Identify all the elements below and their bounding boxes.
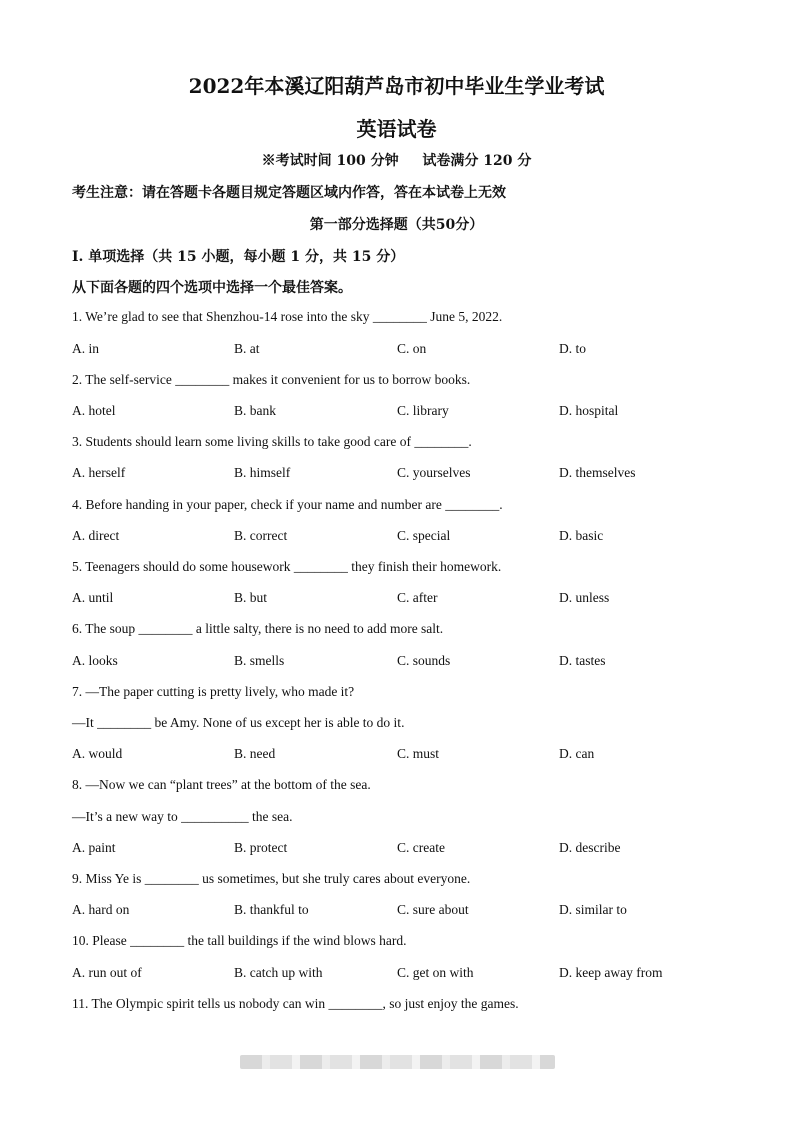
option-c: C. get on with <box>397 965 474 980</box>
option-c: C. create <box>397 840 445 855</box>
option-a: A. herself <box>72 465 126 480</box>
option-c: C. after <box>397 590 438 605</box>
option-d: D. to <box>559 341 586 356</box>
option-c: C. sounds <box>397 653 451 668</box>
option-c: C. must <box>397 746 440 761</box>
question-stem: 6. The soup ________ a little salty, there is no need to add more salt. <box>72 621 444 636</box>
option-d: D. similar to <box>559 902 627 917</box>
option-c: C. sure about <box>397 902 469 917</box>
option-d: D. themselves <box>559 465 636 480</box>
option-d: D. can <box>559 746 595 761</box>
question-stem: 7. —The paper cutting is pretty lively, who made it? <box>72 684 355 699</box>
question-stem: 3. Students should learn some living skills to take good care of ________. <box>72 434 472 449</box>
option-d: D. describe <box>559 840 621 855</box>
section-instruction: 从下面各题的四个选项中选择一个最佳答案。 <box>72 280 352 296</box>
exam-info: ※考试时间 100 分钟 试卷满分 120 分 <box>261 153 532 169</box>
option-a: A. direct <box>72 528 120 543</box>
option-a: A. looks <box>72 653 118 668</box>
question-stem: 11. The Olympic spirit tells us nobody can win ________, so just enjoy the games. <box>72 996 519 1011</box>
option-b: B. correct <box>234 528 288 543</box>
question-stem: 2. The self-service ________ makes it convenient for us to borrow books. <box>72 372 471 387</box>
question-reply: —It ________ be Amy. None of us except her is able to do it. <box>72 715 405 730</box>
option-b: B. thankful to <box>234 902 309 917</box>
option-b: B. bank <box>234 403 276 418</box>
option-a: A. would <box>72 746 123 761</box>
blurred-footer-watermark <box>240 1055 555 1069</box>
option-b: B. at <box>234 341 260 356</box>
option-b: B. but <box>234 590 268 605</box>
option-a: A. until <box>72 590 114 605</box>
exam-title: 2022年本溪辽阳葫芦岛市初中毕业生学业考试 <box>188 74 605 98</box>
exam-subtitle: 英语试卷 <box>356 117 437 141</box>
option-b: B. himself <box>234 465 291 480</box>
option-d: D. basic <box>559 528 604 543</box>
option-b: B. need <box>234 746 276 761</box>
option-d: D. unless <box>559 590 610 605</box>
question-stem: 9. Miss Ye is ________ us sometimes, but she truly cares about everyone. <box>72 871 471 886</box>
question-stem: 8. —Now we can “plant trees” at the bottom of the sea. <box>72 777 371 792</box>
option-c: C. yourselves <box>397 465 471 480</box>
option-b: B. smells <box>234 653 285 668</box>
part-title: 第一部分选择题（共50分） <box>309 217 484 233</box>
option-d: D. tastes <box>559 653 606 668</box>
option-a: A. paint <box>72 840 116 855</box>
option-a: A. run out of <box>72 965 142 980</box>
option-a: A. hard on <box>72 902 130 917</box>
option-a: A. hotel <box>72 403 116 418</box>
question-stem: 10. Please ________ the tall buildings if the wind blows hard. <box>72 933 407 948</box>
section-heading: I. 单项选择（共 15 小题，每小题 1 分，共 15 分） <box>72 249 405 265</box>
option-c: C. on <box>397 341 427 356</box>
candidate-notice: 考生注意：请在答题卡各题目规定答题区域内作答，答在本试卷上无效 <box>72 185 506 201</box>
question-stem: 5. Teenagers should do some housework ________ they finish their homework. <box>72 559 502 574</box>
question-reply: —It’s a new way to __________ the sea. <box>72 809 293 824</box>
option-c: C. special <box>397 528 451 543</box>
option-b: B. catch up with <box>234 965 323 980</box>
option-b: B. protect <box>234 840 288 855</box>
question-stem: 4. Before handing in your paper, check if your name and number are ________. <box>72 497 503 512</box>
option-a: A. in <box>72 341 99 356</box>
option-d: D. keep away from <box>559 965 663 980</box>
question-stem: 1. We’re glad to see that Shenzhou-14 rose into the sky ________ June 5, 2022. <box>72 309 503 324</box>
option-c: C. library <box>397 403 449 418</box>
option-d: D. hospital <box>559 403 619 418</box>
